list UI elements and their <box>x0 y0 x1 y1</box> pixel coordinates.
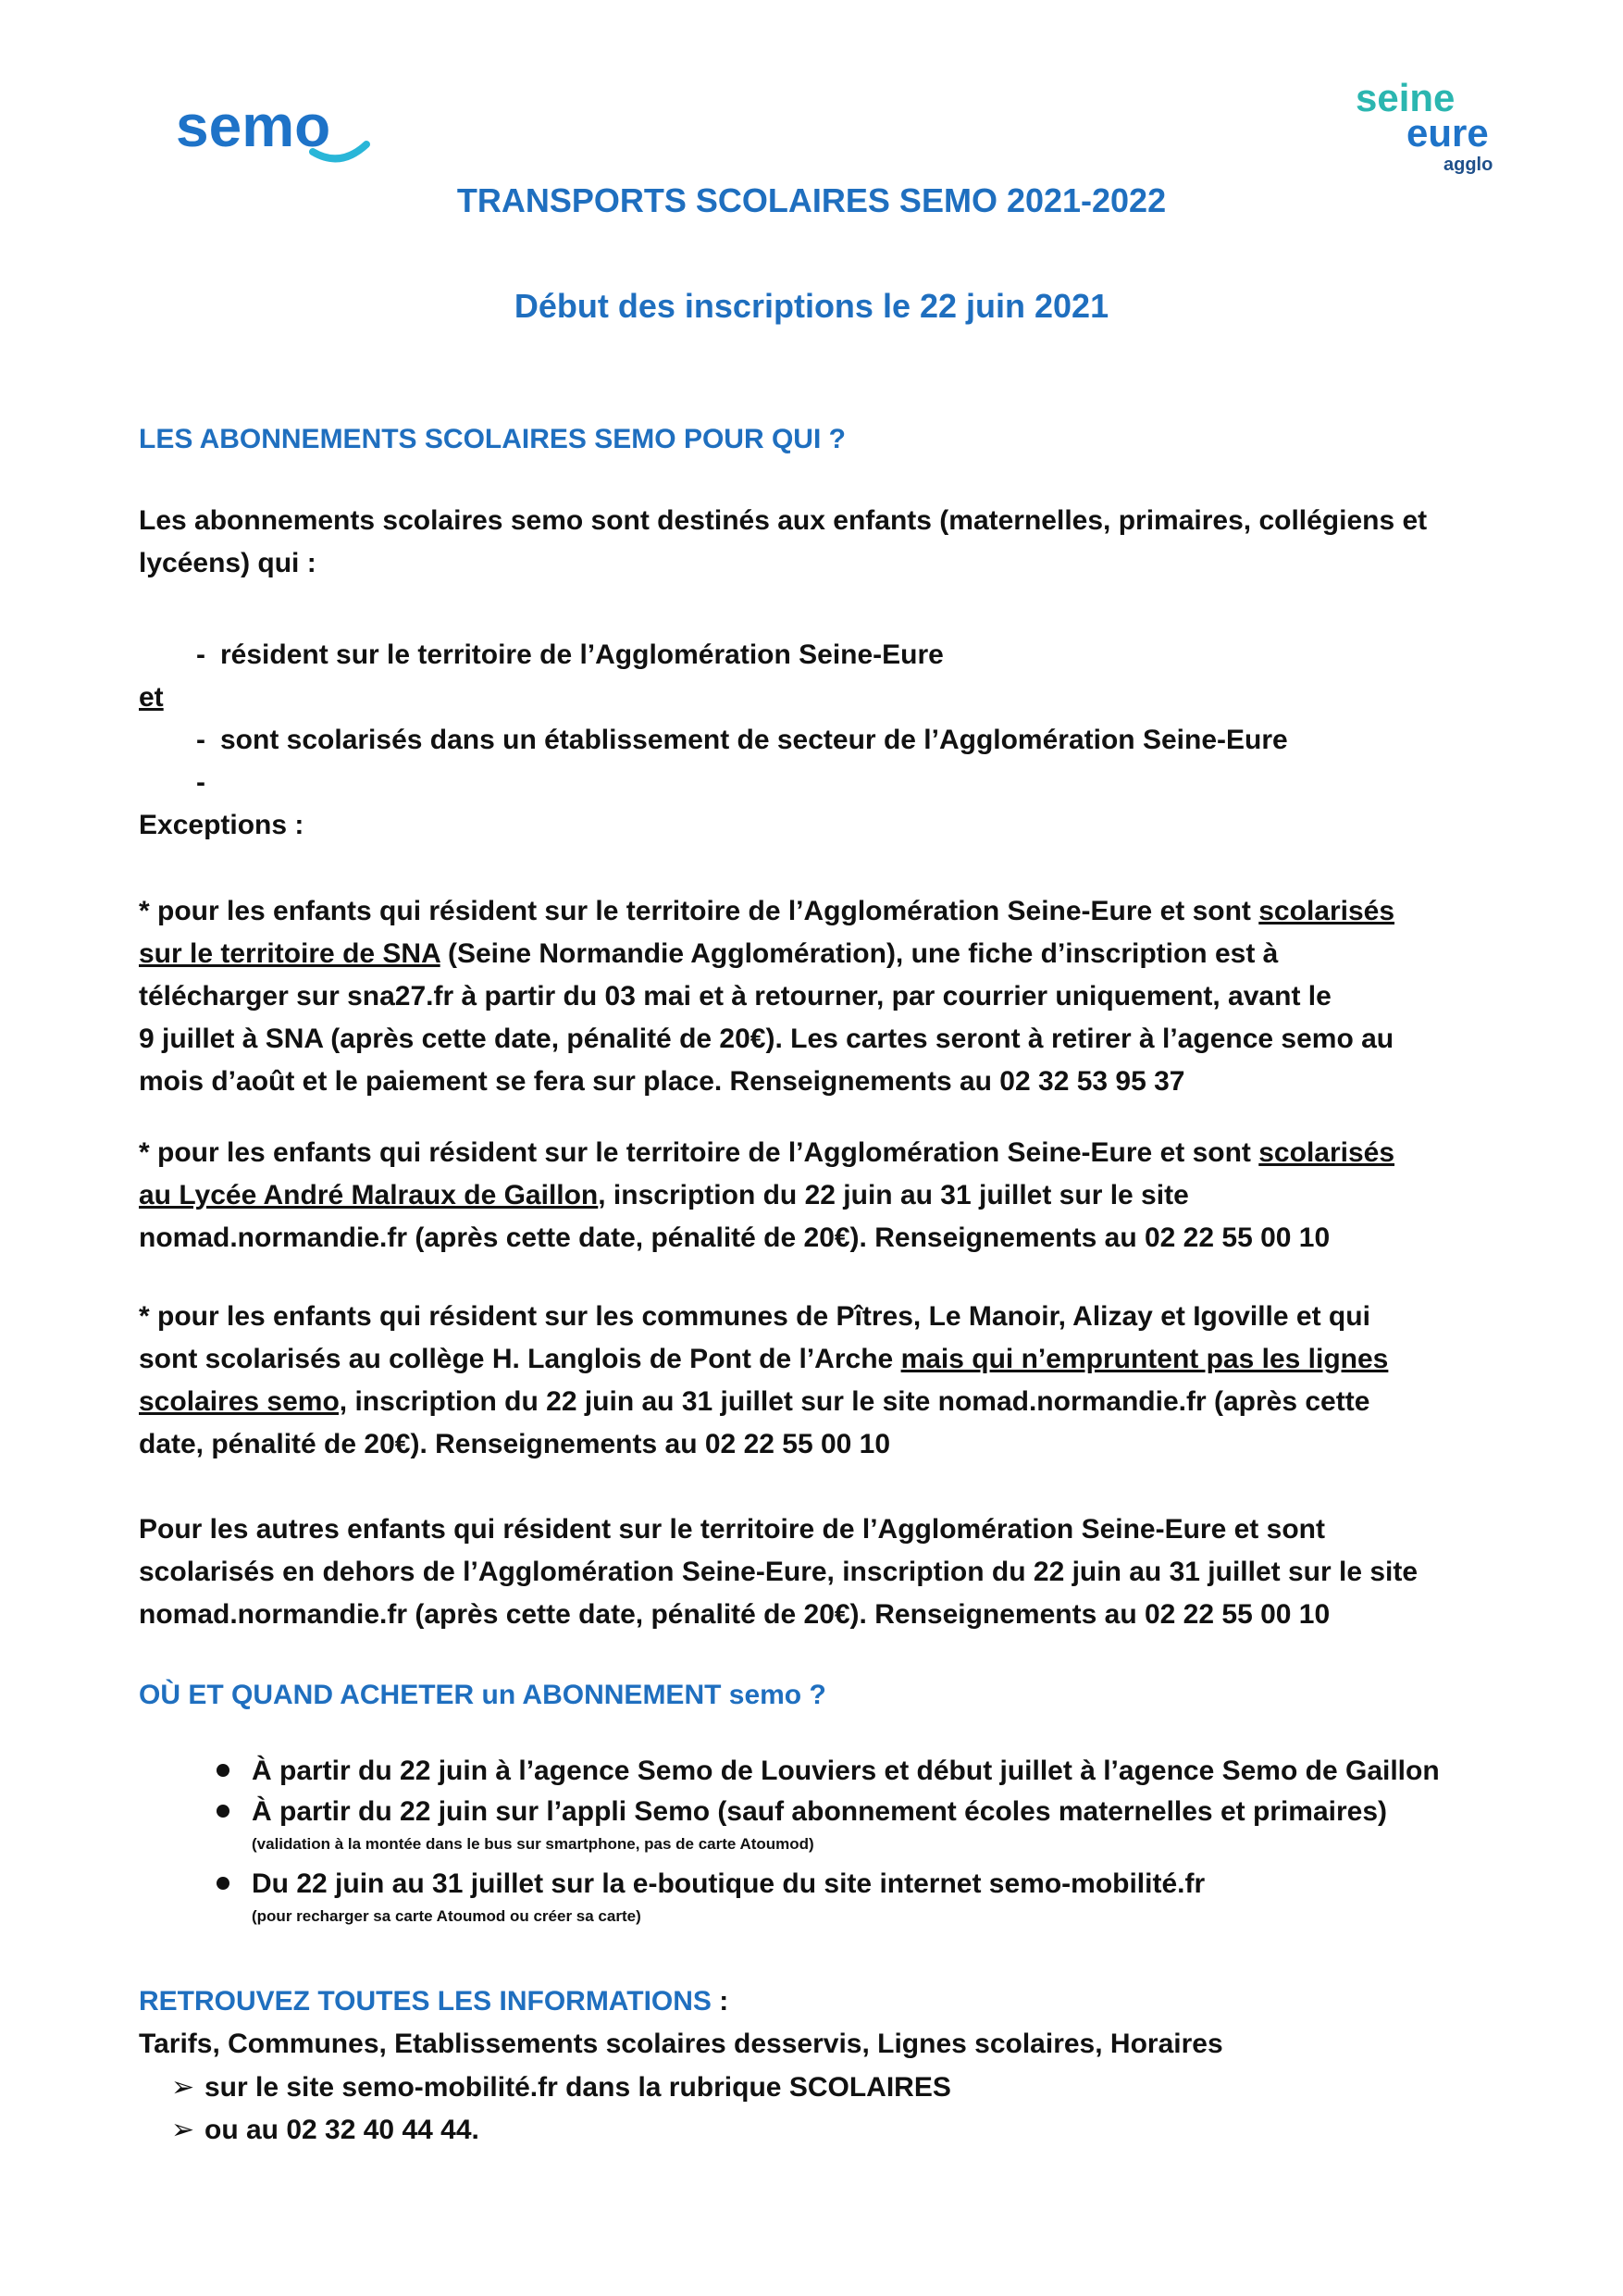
underlined-text: au Lycée André Malraux de Gaillon <box>139 1180 599 1210</box>
list-item-note: (validation à la montée dans le bus sur smartphone, pas de carte Atoumod) <box>252 1835 814 1853</box>
list-item-text: À partir du 22 juin à l’agence Semo de Louviers et début juillet à l’agence Semo de Gaillon <box>252 1756 1440 1786</box>
info-website-item <box>171 2067 951 2108</box>
section-heading-where-when: OÙ ET QUAND ACHETER un ABONNEMENT semo ? <box>139 1680 826 1710</box>
text-line: nomad.normandie.fr (après cette date, pénalité de 20€). Renseignements au 02 22 55 00 10 <box>139 1599 1331 1630</box>
agglo-logo-text: agglo <box>1443 155 1493 175</box>
text-line: * pour les enfants qui résident sur les communes de Pîtres, Le Manoir, Alizay et Igoville et qui <box>139 1301 1370 1332</box>
dash-marker: - <box>196 725 205 755</box>
exception-gaillon <box>139 1132 1527 1260</box>
page-title: TRANSPORTS SCOLAIRES SEMO 2021-2022 <box>456 181 1167 219</box>
list-item-text: Du 22 juin au 31 juillet sur la e-boutique du site internet semo-mobilité.fr <box>252 1868 1206 1899</box>
semo-logo <box>139 72 416 183</box>
text-line: nomad.normandie.fr (après cette date, pénalité de 20€). Renseignements au 02 22 55 00 10 <box>139 1222 1331 1253</box>
dash-marker: - <box>196 639 205 670</box>
text-fragment: * pour les enfants qui résident sur le territoire de l’Agglomération Seine-Eure et sont <box>139 1137 1259 1168</box>
underlined-text: scolaires semo, <box>139 1386 348 1417</box>
bullet-icon <box>217 1805 229 1818</box>
underlined-text: scolarisés <box>1258 1137 1395 1168</box>
text-fragment: sont scolarisés au collège H. Langlois de Pont de l’Arche <box>139 1344 901 1374</box>
underlined-text: sur le territoire de SNA <box>139 938 440 969</box>
section-heading-who: LES ABONNEMENTS SCOLAIRES SEMO POUR QUI ? <box>139 424 846 454</box>
info-heading-text: RETROUVEZ TOUTES LES INFORMATIONS <box>139 1986 712 2017</box>
intro-line-2: lycéens) qui : <box>139 548 316 578</box>
bullet-icon <box>217 1877 229 1890</box>
arrow-bullet-icon: ➢ <box>171 2072 195 2103</box>
semo-logo-text: semo <box>176 93 331 159</box>
seine-logo-text: seine <box>1356 76 1456 119</box>
eure-logo-text: eure <box>1406 111 1489 155</box>
condition-item-residence <box>139 634 944 676</box>
underlined-text: mais qui n’empruntent pas les lignes <box>900 1344 1389 1374</box>
purchase-options-list <box>213 1751 1564 1936</box>
condition-item-empty <box>139 762 220 804</box>
condition-text: sont scolarisés dans un établissement de secteur de l’Agglomération Seine-Eure <box>220 725 1288 755</box>
section-heading-info <box>139 1980 1527 2023</box>
page-subtitle: Début des inscriptions le 22 juin 2021 <box>514 287 1109 325</box>
list-item <box>213 1751 1564 1792</box>
list-item <box>213 1864 1564 1929</box>
info-website-text: sur le site semo-mobilité.fr dans la rubrique SCOLAIRES <box>204 2072 951 2103</box>
connector-et: et <box>139 682 164 713</box>
seine-eure-agglo-logo <box>1351 72 1545 179</box>
intro-paragraph <box>139 500 1527 585</box>
info-heading-suffix: : <box>711 1986 729 2017</box>
text-line: 9 juillet à SNA (après cette date, pénalité de 20€). Les cartes seront à retirer à l’agence semo au <box>139 1024 1394 1054</box>
exceptions-label: Exceptions : <box>139 810 304 840</box>
exception-pont-de-larche <box>139 1296 1527 1466</box>
text-fragment: inscription du 22 juin au 31 juillet sur le site nomad.normandie.fr (après cette <box>347 1386 1370 1417</box>
condition-text: résident sur le territoire de l’Agglomération Seine-Eure <box>220 639 944 670</box>
text-line: date, pénalité de 20€). Renseignements au 02 22 55 00 10 <box>139 1429 891 1459</box>
dash-marker: - <box>196 767 205 798</box>
text-fragment: * pour les enfants qui résident sur le territoire de l’Agglomération Seine-Eure et sont <box>139 896 1259 926</box>
info-phone-item <box>171 2110 479 2151</box>
text-line: mois d’août et le paiement se fera sur place. Renseignements au 02 32 53 95 37 <box>139 1066 1185 1097</box>
list-item <box>213 1792 1564 1856</box>
intro-line-1: Les abonnements scolaires semo sont destinés aux enfants (maternelles, primaires, collégiens et <box>139 505 1428 536</box>
info-phone-text: ou au 02 32 40 44 44. <box>204 2115 479 2145</box>
condition-item-school <box>139 719 1288 762</box>
text-fragment: , inscription du 22 juin au 31 juillet sur le site <box>598 1180 1189 1210</box>
other-children-paragraph <box>139 1508 1527 1636</box>
info-topics-line: Tarifs, Communes, Etablissements scolaires desservis, Lignes scolaires, Horaires <box>139 2029 1223 2059</box>
bullet-icon <box>217 1764 229 1777</box>
list-item-note: (pour recharger sa carte Atoumod ou créer sa carte) <box>252 1907 641 1925</box>
text-line: scolarisés en dehors de l’Agglomération Seine-Eure, inscription du 22 juin au 31 juillet sur le site <box>139 1557 1419 1587</box>
list-item-text: À partir du 22 juin sur l’appli Semo (sauf abonnement écoles maternelles et primaires) <box>252 1796 1388 1827</box>
exception-sna <box>139 890 1527 1103</box>
text-line: Pour les autres enfants qui résident sur le territoire de l’Agglomération Seine-Eure et sont <box>139 1514 1325 1545</box>
underlined-text: scolarisés <box>1258 896 1395 926</box>
text-fragment: (Seine Normandie Agglomération), une fiche d’inscription est à <box>440 938 1279 969</box>
text-line: télécharger sur sna27.fr à partir du 03 mai et à retourner, par courrier uniquement, avant le <box>139 981 1332 1011</box>
arrow-bullet-icon: ➢ <box>171 2115 195 2145</box>
